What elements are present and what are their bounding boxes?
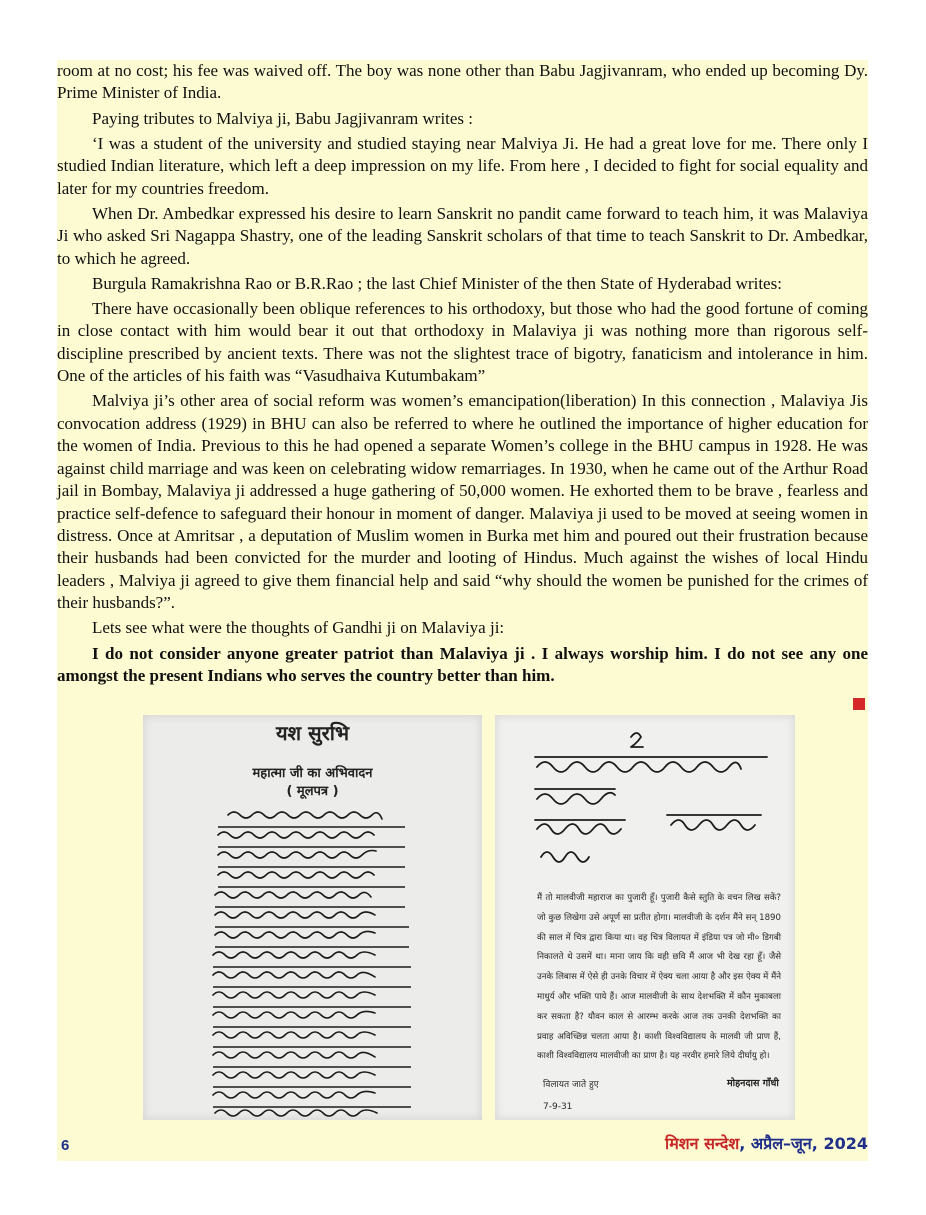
page-number: 6 [61,1137,70,1154]
article-paragraph: Lets see what were the thoughts of Gandhi ji on Malaviya ji: [92,618,505,638]
scan-subheading-note: ( मूलपत्र ) [286,784,339,799]
scan-heading: यश सुरभि [275,721,350,745]
article-paragraph: Burgula Ramakrishna Rao or B.R.Rao ; the last Chief Minister of the then State of Hyderabad writes: [92,273,782,293]
handwritten-note-drawing [495,715,795,885]
article-paragraph: Paying tributes to Malviya ji, Babu Jagjivanram writes : [92,108,474,128]
scanned-printed-letter [495,715,795,1120]
scanned-handwritten-letter [143,715,482,1120]
gandhi-quote: I do not consider anyone greater patriot than Malaviya ji . I always worship him. I do not see any one amongst the present Indians who serves the country better than him. [57,643,868,685]
magazine-name: मिशन सन्देश [665,1134,740,1153]
printed-transcription: मैं तो मालवीजी महाराज का पुजारी हूँ। पुजारी कैसे स्तुति के वचन लिख सकें? जो कुछ लिखेगा उसे अपूर्ण सा प्रतीत होगा। मालवीजी के दर्शन मैंने सन् 1890 की साल में चित्र द्वारा किया था। वह चित्र विलायत में इंडिया पत्र जो मी० डिगबी निकालते थे उसमें था। माना जाय कि वही छवि मैं आज भी देख रहा हूँ। जैसे उनके लिबास में ऐसे ही उनके विचार में ऐक्य चला आया है और इस ऐक्य में मैंने माधुर्य और भक्ति पाये हैं। आज मालवीजी के साथ देशभक्ति में कौन मुकाबला कर सकता है? यौवन काल से आरम्भ करके आज तक उनकी देशभक्ति का प्रवाह अविच्छिन्न चलता आया है। काशी विश्वविद्यालय के मालवी जी प्राण हैं, काशी विश्वविद्यालय मालवीजी का प्राण है। यह नरवीर हमारे लिये दीर्घायु हो। [537,893,781,1062]
article-paragraph: When Dr. Ambedkar expressed his desire to learn Sanskrit no pandit came forward to teach him, it was Malaviya Ji who asked Sri Nagappa Shastry, one of the leading Sanskrit scholars of that time to teach Sanskrit to Dr. Ambedkar, to which he agreed. [57,203,868,268]
article-paragraph: Malviya ji’s other area of social reform was women’s emancipation(liberation) In this connection , Malaviya Jis convocation address (1929) in BHU can also be referred to where he outlined the importance of higher education for the women of India. Previous to this he had opened a separate Women’s college in the BHU campus in 1928. He was against child marriage and was keen on celebrating widow remarriages. In 1930, when he came out of the Arthur Road jail in Bombay, Malaviya ji addressed a huge gathering of 50,000 women. He exhorted them to be brave , fearless and practice self-defence to safeguard their honour in moment of danger. Malaviya ji used to be moved at seeing women in distress. Once at Amritsar , a deputation of Muslim women in Burka met him and poured out their frustration because their husbands had been convicted for the murder and looting of Hindus. Much against the wishes of local Hindu leaders , Malviya ji agreed to give them financial help and said “why should the women be punished for the crimes of their husbands?”. [57,391,868,613]
letter-date: 7-9-31 [543,1102,573,1112]
magazine-footer [665,1132,868,1154]
issue-date: , अप्रैल–जून, 2024 [739,1134,868,1153]
article-paragraph: There have occasionally been oblique references to his orthodoxy, but those who had the good fortune of coming in close contact with him would bear it out that orthodoxy in Malaviya ji was nothing more than rigorous self-discipline prescribed by ancient texts. There was not the slightest trace of bigotry, fanaticism and intolerance in him. One of the articles of his faith was “Vasudhaiva Kutumbakam” [57,299,868,386]
magazine-page [57,60,868,1161]
article-body [57,60,868,690]
letter-signature: मोहनदास गाँधी [727,1078,779,1089]
letter-place: विलायत जाते हुए [543,1080,599,1090]
scan-subheading: महात्मा जी का अभिवादन [252,766,373,781]
handwriting-drawing [143,715,482,1120]
end-of-article-mark [853,698,865,710]
article-paragraph: room at no cost; his fee was waived off. The boy was none other than Babu Jagjivanram, who ended up becoming Dy. Prime Minister of India. [57,61,868,103]
article-paragraph: ‘I was a student of the university and studied staying near Malviya Ji. He had a great love for me. There only I studied Indian literature, which left a deep impression on my life. From here , I decided to fight for social equality and later for my countries freedom. [57,133,868,198]
